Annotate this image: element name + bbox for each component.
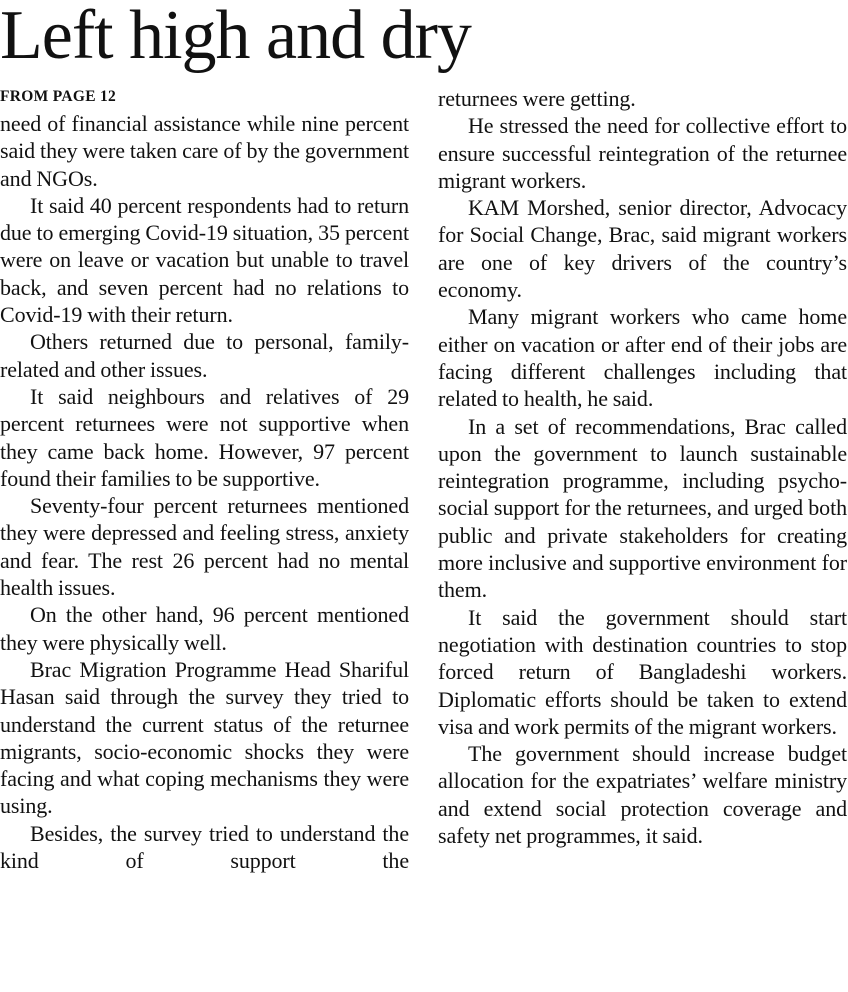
paragraph: KAM Morshed, senior director, Advocacy for Social Change, Brac, said migrant workers are one of key drivers of the country’s economy. xyxy=(438,195,847,303)
paragraph: Many migrant workers who came home either on vacation or after end of their jobs are facing different challenges including that related to health, he said. xyxy=(438,304,847,412)
paragraph: It said neighbours and relatives of 29 percent returnees were not supportive when they came back home. However, 97 percent found their families to be supportive. xyxy=(0,383,409,491)
paragraph: Besides, the survey tried to understand the kind of support the xyxy=(0,820,409,874)
paragraph: Brac Migration Programme Head Shariful Hasan said through the survey they tried to understand the current status of the returnee migrants, socio-economic shocks they were facing and what coping mechanisms they were using. xyxy=(0,656,409,819)
paragraph: Others returned due to personal, family-related and other issues. xyxy=(0,329,409,382)
paragraph: He stressed the need for collective effort to ensure successful reintegration of the returnee migrant workers. xyxy=(438,113,847,193)
left-column xyxy=(0,110,409,874)
paragraph: In a set of recommendations, Brac called upon the government to launch sustainable reintegration programme, including psycho-social support for the returnees, and urged both public and private stakeholders for creating more inclusive and supportive environment for them. xyxy=(438,413,847,603)
right-column xyxy=(438,85,847,849)
article-headline: Left high and dry xyxy=(0,0,471,74)
paragraph: It said 40 percent respondents had to return due to emerging Covid-19 situation, 35 percent were on leave or vacation but unable to travel back, and seven percent had no relations to Covid-19 with their return. xyxy=(0,192,409,328)
paragraph: The government should increase budget allocation for the expatriates’ welfare ministry and extend social protection coverage and safety net programmes, it said. xyxy=(438,741,847,849)
paragraph: Seventy-four percent returnees mentioned they were depressed and feeling stress, anxiety and fear. The rest 26 percent had no mental health issues. xyxy=(0,493,409,601)
jump-label: FROM PAGE 12 xyxy=(0,88,117,105)
paragraph: On the other hand, 96 percent mentioned they were physically well. xyxy=(0,602,409,655)
paragraph: It said the government should start negotiation with destination countries to stop forced return of Bangladeshi workers. Diplomatic efforts should be taken to extend visa and work permits of the migrant workers. xyxy=(438,604,847,739)
paragraph: need of financial assistance while nine percent said they were taken care of by the government and NGOs. xyxy=(0,111,409,191)
paragraph: returnees were getting. xyxy=(438,86,636,111)
